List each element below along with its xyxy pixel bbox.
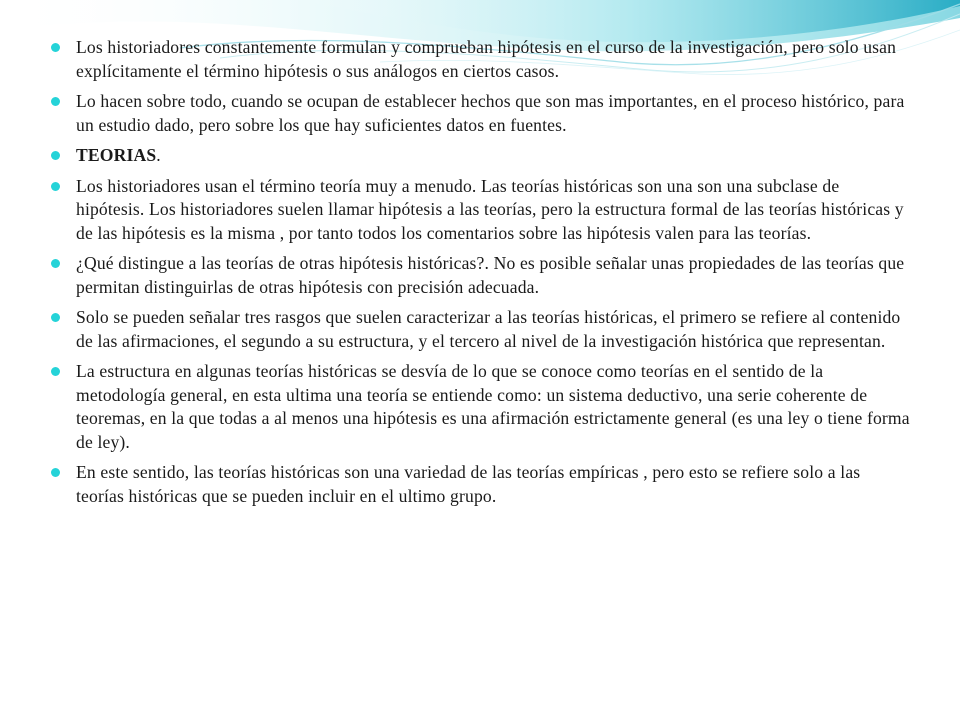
bullet-text: Los historiadores usan el término teoría muy a menudo. Las teorías históricas son una son una subclase de hipótesis. Los historiadores suelen llamar hipótesis a las teorías, pero la estructura formal de las teorías históricas y de las hipótesis es la misma , por tanto todos los comentarios sobre las hipótesis valen para las teorías. xyxy=(76,175,904,243)
section-heading: TEORIAS xyxy=(76,145,157,165)
section-heading-suffix: . xyxy=(156,145,161,165)
bullet-item xyxy=(50,90,910,137)
bullet-icon xyxy=(51,313,60,322)
bullet-item xyxy=(50,36,910,83)
bullet-icon xyxy=(51,367,60,376)
bullet-item xyxy=(50,252,910,299)
bullet-icon xyxy=(51,259,60,268)
bullet-item xyxy=(50,175,910,246)
bullet-icon xyxy=(51,43,60,52)
bullet-icon xyxy=(51,151,60,160)
bullet-list xyxy=(50,36,910,508)
bullet-text: Los historiadores constantemente formulan y comprueban hipótesis en el curso de la investigación, pero solo usan explícitamente el término hipótesis o sus análogos en ciertos casos. xyxy=(76,37,897,81)
bullet-item xyxy=(50,360,910,454)
bullet-icon xyxy=(51,182,60,191)
bullet-text: La estructura en algunas teorías históricas se desvía de lo que se conoce como teorías en el sentido de la metodología general, en esta ultima una teoría se entiende como: un sistema deductivo, una serie coherente de teoremas, en la que todas a al menos una hipótesis es una afirmación estrictamente general (es una ley o tiene forma de ley). xyxy=(76,361,910,452)
bullet-icon xyxy=(51,468,60,477)
bullet-item xyxy=(50,306,910,353)
bullet-text: En este sentido, las teorías históricas son una variedad de las teorías empíricas , pero esto se refiere solo a las teorías históricas que se pueden incluir en el ultimo grupo. xyxy=(76,462,861,506)
bullet-item xyxy=(50,461,910,508)
bullet-icon xyxy=(51,97,60,106)
slide-content xyxy=(50,36,910,515)
bullet-text: ¿Qué distingue a las teorías de otras hipótesis históricas?. No es posible señalar unas propiedades de las teorías que permitan distinguirlas de otras hipótesis con precisión adecuada. xyxy=(76,253,905,297)
bullet-text: Solo se pueden señalar tres rasgos que suelen caracterizar a las teorías históricas, el primero se refiere al contenido de las afirmaciones, el segundo a su estructura, y el tercero al nivel de la investigación histórica que representan. xyxy=(76,307,901,351)
bullet-text: Lo hacen sobre todo, cuando se ocupan de establecer hechos que son mas importantes, en el proceso histórico, para un estudio dado, pero sobre los que hay suficientes datos en fuentes. xyxy=(76,91,905,135)
bullet-item-heading xyxy=(50,144,910,168)
